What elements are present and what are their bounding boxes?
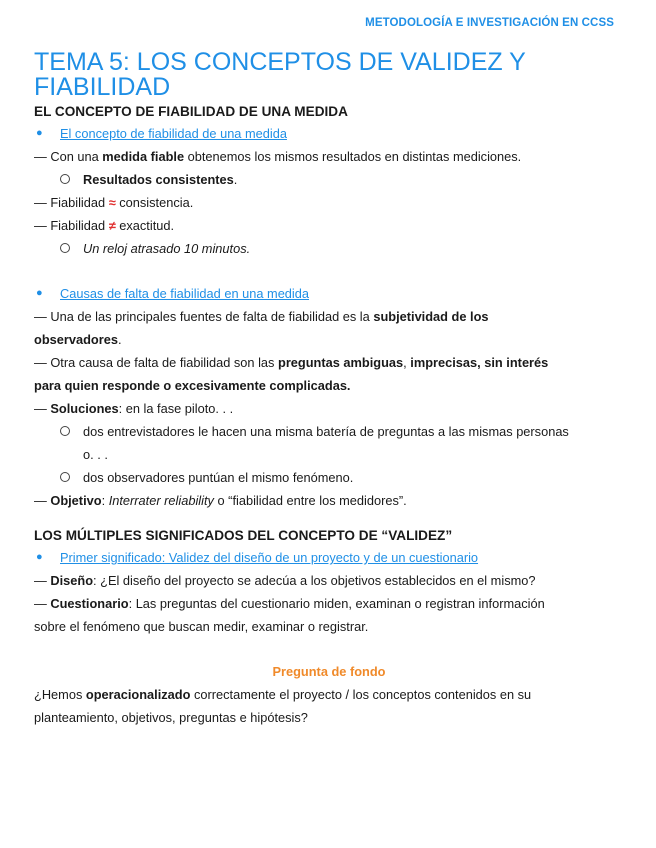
bold-text: operacionalizado (85, 687, 191, 702)
text: — (34, 401, 51, 416)
text: . (117, 332, 122, 347)
text: obtenemos los mismos resultados en distintas mediciones. (184, 149, 522, 164)
text-line (34, 328, 624, 351)
text: , (403, 355, 411, 370)
section-heading-validez: LOS MÚLTIPLES SIGNIFICADOS DEL CONCEPTO DE “VALIDEZ” (34, 528, 453, 543)
text-line (34, 305, 624, 328)
section-heading-fiabilidad: EL CONCEPTO DE FIABILIDAD DE UNA MEDIDA (34, 104, 348, 119)
text: : en la fase piloto. . . (118, 401, 234, 416)
bullet-primer-significado (34, 546, 624, 569)
text: — Fiabilidad (34, 218, 109, 233)
bold-text: imprecisas, sin interés (410, 355, 549, 370)
italic-text: Un reloj atrasado 10 minutos. (83, 241, 251, 256)
bullet-link-label[interactable]: Primer significado: Validez del diseño de un proyecto y de un cuestionario (60, 550, 479, 565)
bullet-link-label[interactable]: El concepto de fiabilidad de una medida (60, 126, 287, 141)
document-body (34, 102, 624, 729)
text-line (34, 214, 624, 237)
text: dos entrevistadores le hacen una misma batería de preguntas a las mismas personas (83, 424, 569, 439)
text: dos observadores puntúan el mismo fenómeno. (83, 470, 354, 485)
text: : (101, 493, 109, 508)
bold-text: para quien responde o excesivamente complicadas. (34, 378, 351, 393)
circle-bullet-icon (60, 243, 70, 253)
text: . (233, 172, 238, 187)
text: o. . . (83, 447, 108, 462)
sub-item (34, 168, 624, 191)
bullet-dot-icon: ● (36, 127, 43, 139)
course-header: METODOLOGÍA E INVESTIGACIÓN EN CCSS (365, 17, 614, 29)
text-line (34, 374, 624, 397)
text-line: planteamiento, objetivos, preguntas e hipótesis? (34, 710, 308, 725)
circle-bullet-icon (60, 174, 70, 184)
text: — Otra causa de falta de fiabilidad son las (34, 355, 278, 370)
sub-item (34, 237, 624, 260)
text: — (34, 573, 51, 588)
text-line (34, 569, 624, 592)
text-line (34, 191, 624, 214)
bullet-link-label[interactable]: Causas de falta de fiabilidad en una medida (60, 286, 310, 301)
text: ¿Hemos (34, 687, 86, 702)
text: — Fiabilidad (34, 195, 109, 210)
page-title: TEMA 5: LOS CONCEPTOS DE VALIDEZ Y FIABILIDAD (34, 48, 526, 101)
circle-bullet-icon (60, 426, 70, 436)
text: consistencia. (115, 195, 194, 210)
approx-symbol: ≈ (108, 195, 116, 210)
text: — Una de las principales fuentes de falta de fiabilidad es la (34, 309, 374, 324)
bold-text: Objetivo (50, 493, 102, 508)
question-title: Pregunta de fondo (272, 664, 386, 679)
text: : Las preguntas del cuestionario miden, examinan o registran información (128, 596, 545, 611)
not-equal-symbol: ≠ (108, 218, 116, 233)
italic-text: Interrater reliability (108, 493, 214, 508)
bullet-causas-falta (34, 282, 624, 305)
text-line (34, 592, 624, 615)
bold-text: Diseño (50, 573, 94, 588)
text-line: sobre el fenómeno que buscan medir, examinar o registrar. (34, 619, 369, 634)
bold-text: preguntas ambiguas (278, 355, 404, 370)
bold-text: Resultados consistentes (83, 172, 234, 187)
text-line (34, 489, 624, 512)
bold-text: observadores (34, 332, 118, 347)
bold-text: Soluciones (50, 401, 119, 416)
bullet-dot-icon: ● (36, 551, 43, 563)
bold-text: Cuestionario (50, 596, 129, 611)
text: — (34, 493, 51, 508)
sub-item (34, 420, 624, 466)
text-line (34, 145, 624, 168)
text: o “fiabilidad entre los medidores”. (213, 493, 407, 508)
text-line (34, 683, 624, 706)
circle-bullet-icon (60, 472, 70, 482)
bold-text: medida fiable (102, 149, 185, 164)
text: exactitud. (115, 218, 175, 233)
bold-text: subjetividad de los (373, 309, 489, 324)
text: — Con una (34, 149, 103, 164)
sub-item (34, 466, 624, 489)
text-line (34, 397, 624, 420)
text: correctamente el proyecto / los conceptos contenidos en su (190, 687, 532, 702)
bullet-dot-icon: ● (36, 287, 43, 299)
text: — (34, 596, 51, 611)
text-line (34, 351, 624, 374)
text: : ¿El diseño del proyecto se adecúa a los objetivos establecidos en el mismo? (93, 573, 536, 588)
bullet-concepto-fiabilidad (34, 122, 624, 145)
